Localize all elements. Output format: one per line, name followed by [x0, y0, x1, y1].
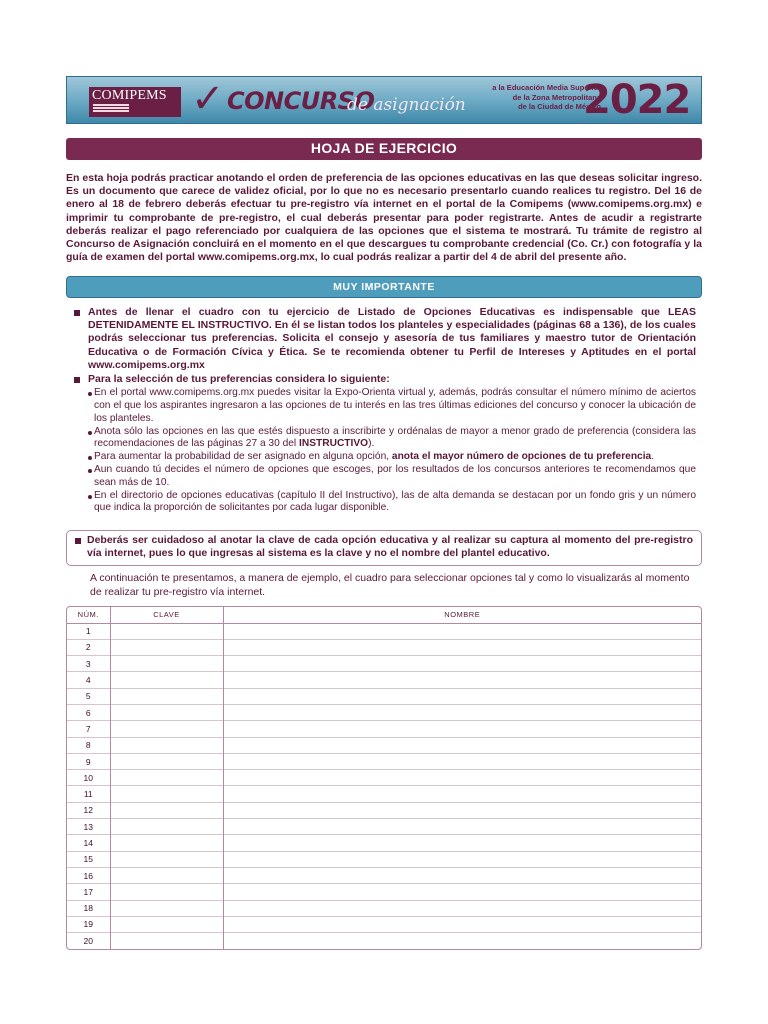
important-bar [66, 276, 702, 298]
table-row [67, 721, 701, 737]
clave-cell[interactable] [110, 672, 223, 688]
page-title: HOJA DE EJERCICIO [310, 140, 458, 156]
important-heading: MUY IMPORTANTE [333, 281, 435, 293]
nombre-cell[interactable] [223, 656, 701, 672]
list-item: Para la selección de tus preferencias considera lo siguiente: [74, 373, 696, 386]
table-row [67, 867, 701, 883]
title-bar [66, 138, 702, 160]
row-number: 7 [67, 721, 110, 737]
clave-cell[interactable] [110, 623, 223, 639]
year-label: 2022 [583, 77, 691, 123]
row-number: 20 [67, 933, 110, 949]
row-number: 10 [67, 770, 110, 786]
nombre-cell[interactable] [223, 672, 701, 688]
dot-bullet-icon [88, 392, 92, 396]
table-row [67, 933, 701, 949]
clave-cell[interactable] [110, 835, 223, 851]
row-number: 14 [67, 835, 110, 851]
table-row [67, 900, 701, 916]
row-number: 8 [67, 737, 110, 753]
nombre-cell[interactable] [223, 851, 701, 867]
square-bullet-icon [75, 538, 81, 544]
clave-cell[interactable] [110, 851, 223, 867]
comipems-logo [89, 87, 181, 117]
nombre-cell[interactable] [223, 916, 701, 932]
clave-cell[interactable] [110, 786, 223, 802]
table-row [67, 737, 701, 753]
row-number: 11 [67, 786, 110, 802]
row-number: 19 [67, 916, 110, 932]
table-row [67, 770, 701, 786]
clave-cell[interactable] [110, 656, 223, 672]
header-banner [66, 76, 702, 124]
clave-cell[interactable] [110, 916, 223, 932]
row-number: 4 [67, 672, 110, 688]
nombre-cell[interactable] [223, 802, 701, 818]
nombre-cell[interactable] [223, 786, 701, 802]
sub-list-item: En el portal www.comipems.org.mx puedes visitar la Expo-Orienta virtual y, además, podrás consultar el número mínimo de aciertos con el que los aspirantes ingresaron a las opciones de tu interés en las tres últimas ediciones del concurso y conocer la ubicación de los planteles. [74, 387, 696, 425]
row-number: 6 [67, 704, 110, 720]
row-number: 15 [67, 851, 110, 867]
table-row [67, 753, 701, 769]
nombre-cell[interactable] [223, 721, 701, 737]
nombre-cell[interactable] [223, 884, 701, 900]
square-bullet-icon [74, 377, 80, 383]
clave-cell[interactable] [110, 639, 223, 655]
dot-bullet-icon [88, 495, 92, 499]
dot-bullet-icon [88, 431, 92, 435]
clave-cell[interactable] [110, 802, 223, 818]
column-header-nombre: NOMBRE [223, 607, 701, 623]
row-number: 17 [67, 884, 110, 900]
clave-cell[interactable] [110, 867, 223, 883]
table-row [67, 656, 701, 672]
warning-note: Deberás ser cuidadoso al anotar la clave de cada opción educativa y al realizar su captura al momento del pre-registro vía internet, pues lo que ingresas al sistema es la clave y no el nombre del plantel educativo. [66, 530, 702, 566]
sub-list-item: Anota sólo las opciones en las que estés dispuesto a inscribirte y ordénalas de mayor a menor grado de preferencia (considera las recomendaciones de las páginas 27 a 30 del INSTRUCTIVO). [74, 426, 696, 452]
table-row [67, 802, 701, 818]
nombre-cell[interactable] [223, 688, 701, 704]
table-row [67, 835, 701, 851]
checkmark-icon: ✓ [191, 76, 225, 122]
nombre-cell[interactable] [223, 623, 701, 639]
nombre-cell[interactable] [223, 835, 701, 851]
list-item: Antes de llenar el cuadro con tu ejercicio de Listado de Opciones Educativas es indispensable que LEAS DETENIDAMENTE EL INSTRUCTIVO. En él se listan todos los planteles y especialidades (páginas 68 a 136), de los cuales podrás seleccionar tus preferencias. Solicita el consejo y asesoría de tus familiares y maestro tutor de Orientación Educativa o de Formación Cívica y Ética. Se te recomienda obtener tu Perfil de Intereses y Aptitudes en el portal www.comipems.org.mx [74, 306, 696, 372]
instructions-list [74, 306, 696, 515]
clave-cell[interactable] [110, 884, 223, 900]
nombre-cell[interactable] [223, 737, 701, 753]
row-number: 5 [67, 688, 110, 704]
sub-list-item: Aun cuando tú decides el número de opciones que escoges, por los resultados de los concursos anteriores te recomendamos que sean más de 10. [74, 464, 696, 490]
sub-list-item: En el directorio de opciones educativas (capítulo II del Instructivo), las de alta demanda se destacan por un fondo gris y un número que indica la proporción de solicitantes por cada lugar disponible. [74, 490, 696, 516]
row-number: 1 [85, 626, 91, 637]
nombre-cell[interactable] [223, 819, 701, 835]
nombre-cell[interactable] [223, 639, 701, 655]
nombre-cell[interactable] [223, 933, 701, 949]
table-row [67, 704, 701, 720]
logo-lines [93, 104, 129, 113]
nombre-cell[interactable] [223, 753, 701, 769]
table-row [67, 916, 701, 932]
row-number: 2 [67, 639, 110, 655]
clave-cell[interactable] [110, 753, 223, 769]
row-number: 9 [67, 753, 110, 769]
clave-cell[interactable] [110, 933, 223, 949]
nombre-cell[interactable] [223, 770, 701, 786]
square-bullet-icon [74, 310, 80, 316]
table-row [67, 688, 701, 704]
nombre-cell[interactable] [223, 867, 701, 883]
table-row [67, 884, 701, 900]
table-row [67, 851, 701, 867]
sub-list-item: Para aumentar la probabilidad de ser asignado en alguna opción, anota el mayor número de opciones de tu preferencia. [74, 451, 696, 464]
column-header-clave: CLAVE [110, 607, 223, 623]
table-row [67, 672, 701, 688]
table-row [67, 786, 701, 802]
table-row [67, 639, 701, 655]
banner-subtitle: a la Educación Media Superior de la Zona Metropolitana de la Ciudad de México [492, 83, 601, 111]
table-row [67, 819, 701, 835]
clave-cell[interactable] [110, 737, 223, 753]
intro-paragraph: En esta hoja podrás practicar anotando el orden de preferencia de las opciones educativas en las que deseas solicitar ingreso. Es un documento que carece de validez oficial, por lo que no es necesario presentarlo cuando realices tu registro. Del 16 de enero al 18 de febrero deberás efectuar tu pre-registro vía internet en el portal de la Comipems (www.comipems.org.mx) e imprimir tu comprobante de pre-registro, el cual deberás presentar para poder registrarte. Antes de acudir a registrarte deberás realizar el pago referenciado por cualquiera de las opciones que el sistema te mostrará. Tu trámite de registro al Concurso de Asignación concluirá en el momento en el que descargues tu comprobante credencial (Co. Cr.) con fotografía y la guía de examen del portal www.comipems.org.mx, lo cual podrás realizar a partir del 4 de abril del presente año. [66, 172, 702, 264]
concurso-wordmark: CONCURSO [227, 87, 375, 115]
options-table [66, 606, 702, 950]
clave-cell[interactable] [110, 688, 223, 704]
nombre-cell[interactable] [223, 900, 701, 916]
clave-cell[interactable] [110, 704, 223, 720]
row-number: 12 [67, 802, 110, 818]
clave-cell[interactable] [110, 900, 223, 916]
row-number: 18 [67, 900, 110, 916]
asignacion-wordmark: de asignación [347, 95, 466, 115]
row-number: 16 [67, 867, 110, 883]
clave-cell[interactable] [110, 819, 223, 835]
row-number: 13 [67, 819, 110, 835]
table-caption: A continuación te presentamos, a manera de ejemplo, el cuadro para seleccionar opciones tal y como lo visualizarás al momento de realizar tu pre-registro vía internet. [90, 572, 690, 598]
dot-bullet-icon [88, 456, 92, 460]
table-row [67, 623, 701, 639]
row-number: 3 [67, 656, 110, 672]
dot-bullet-icon [88, 469, 92, 473]
nombre-cell[interactable] [223, 704, 701, 720]
column-header-num: NÚM. [67, 607, 110, 623]
brand-name: COMIPEMS [92, 88, 167, 103]
clave-cell[interactable] [110, 770, 223, 786]
clave-cell[interactable] [110, 721, 223, 737]
